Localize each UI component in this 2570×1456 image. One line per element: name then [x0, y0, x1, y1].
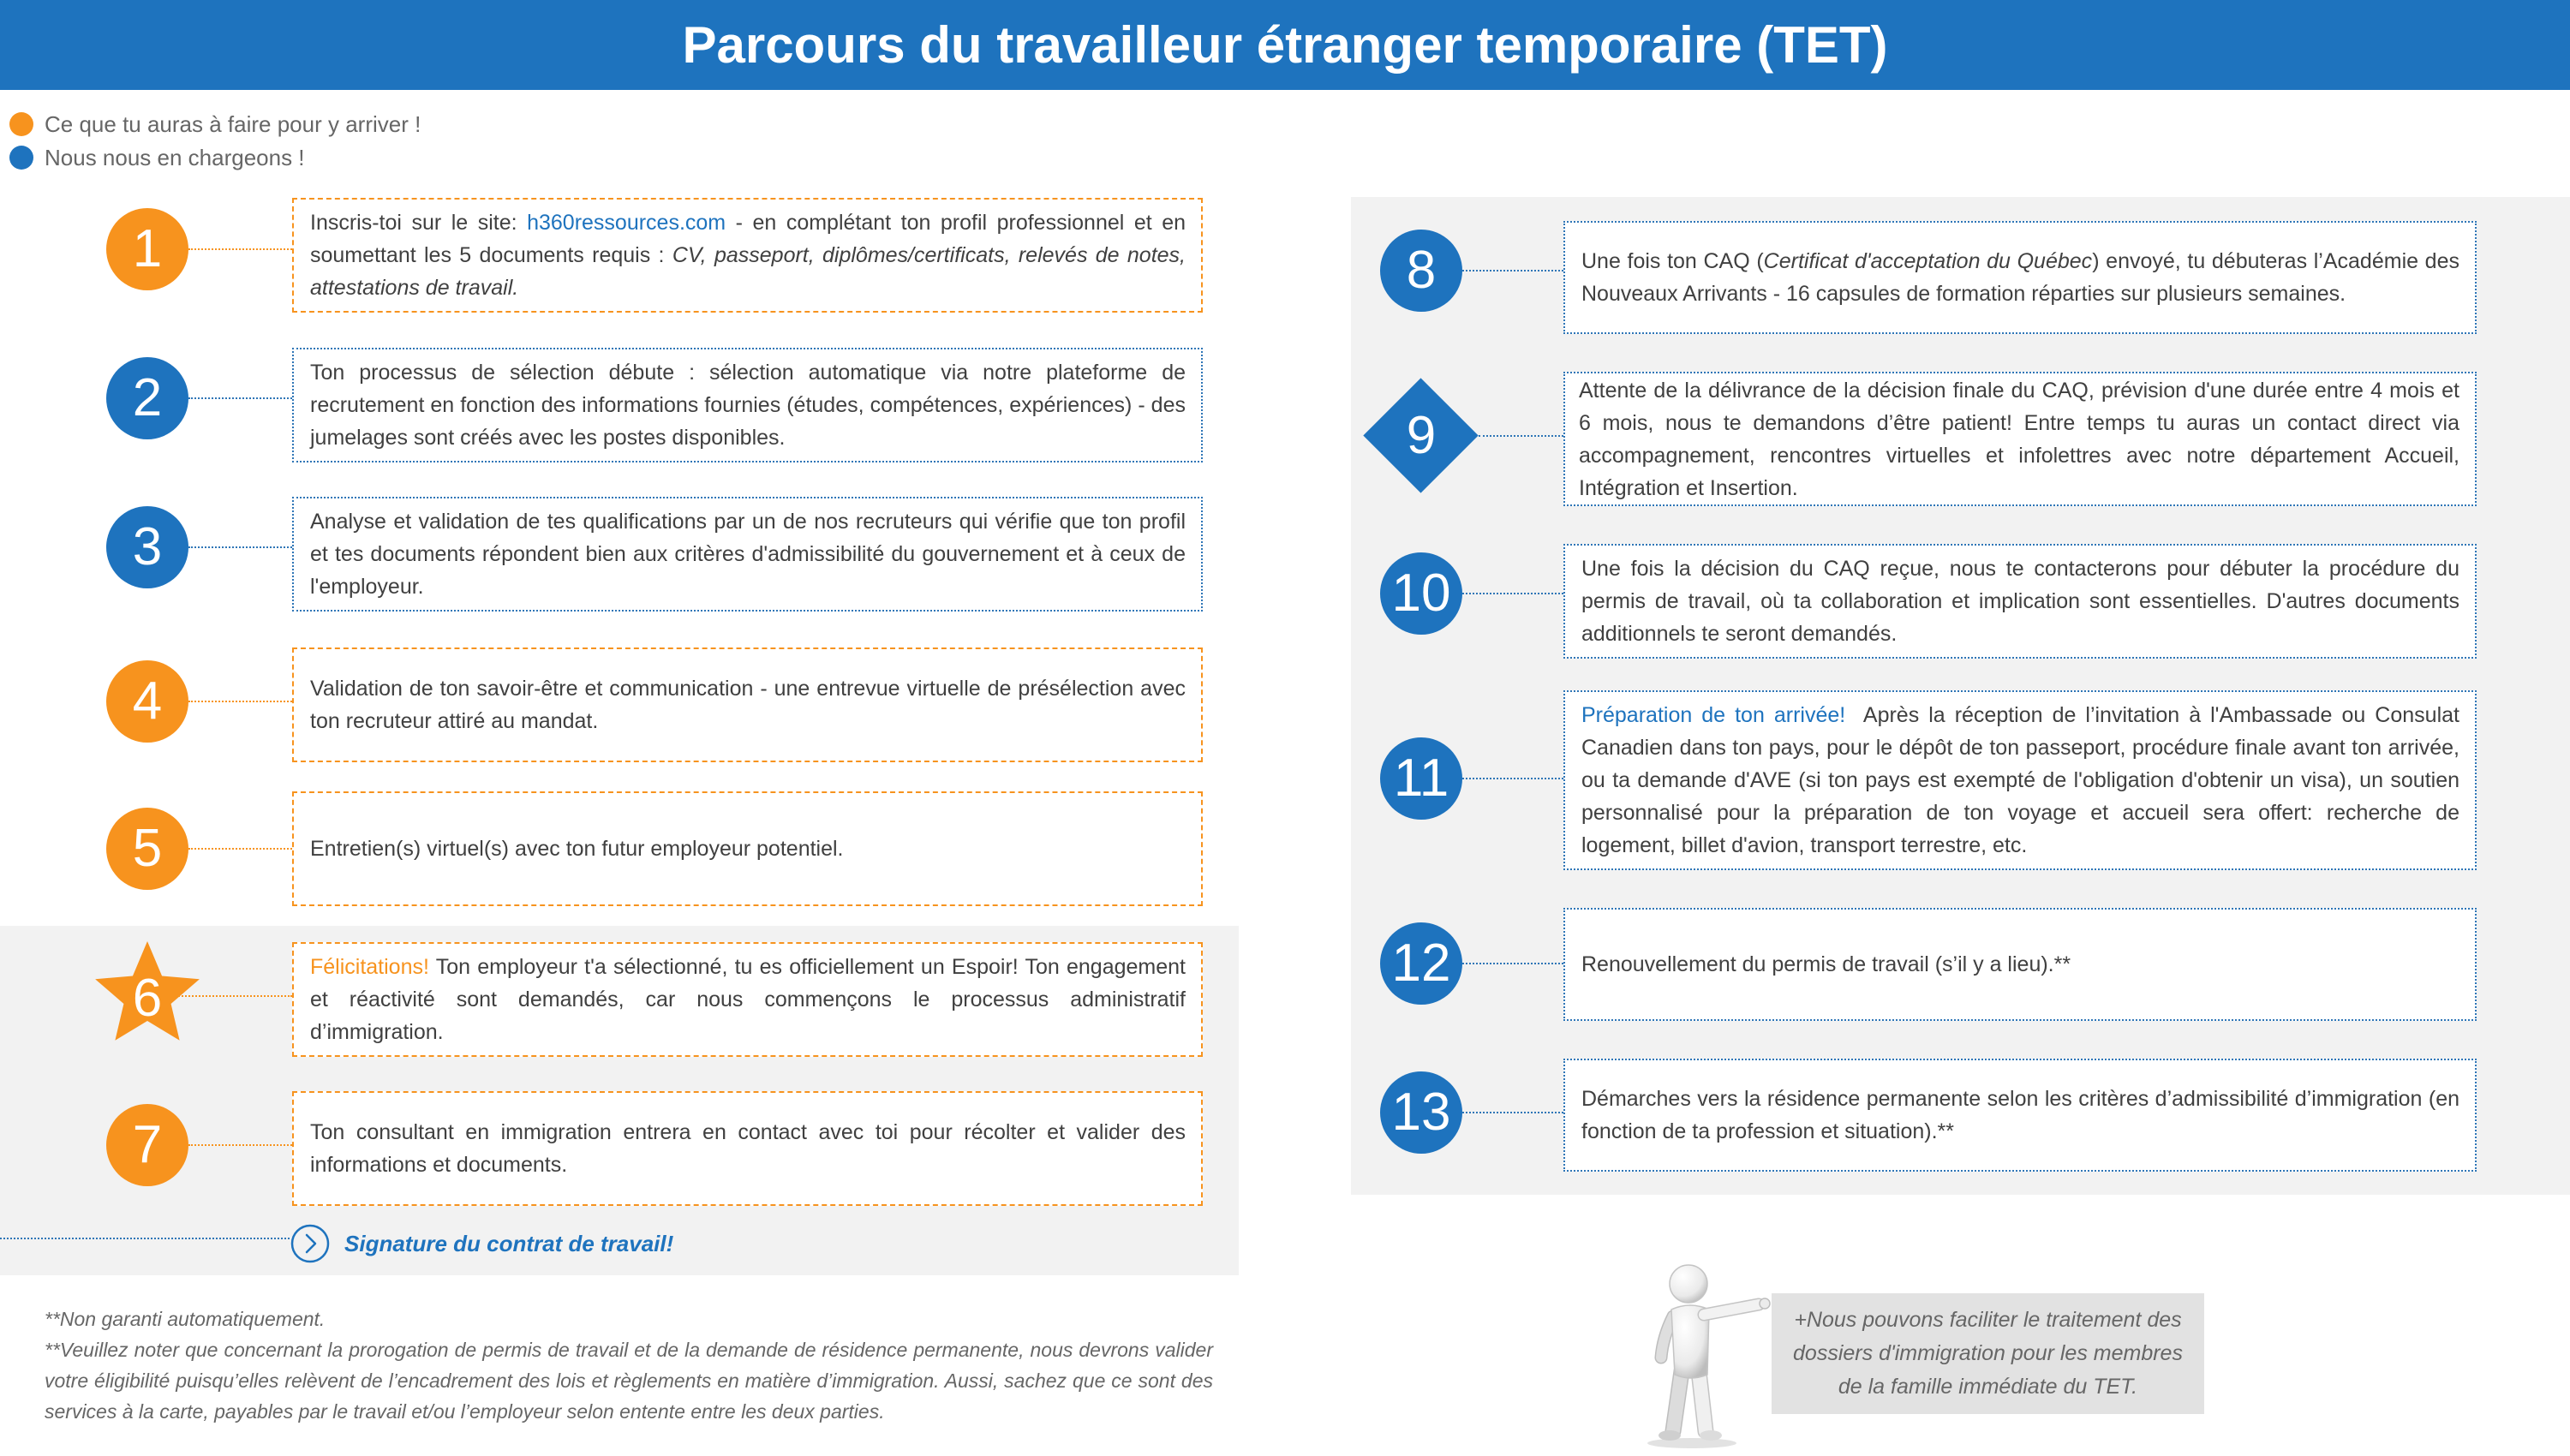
step-13-text	[1581, 1083, 2459, 1148]
step-6-card	[292, 942, 1203, 1057]
legend-dot-blue	[9, 146, 33, 170]
step-3-text	[310, 505, 1186, 603]
step-11-text-body: Après la réception de l’invitation à l'Ambassade ou Consulat Canadien dans ton pays, pour le dépôt de ton passeport, procédure finale avant ton arrivée, ou ta demande d'AVE (si ton pays est exempté de l'obligation d'obtenir un visa), un soutien personnalisé pour la préparation de ton voyage et accueil sera offert: recherche de logement, billet d'avion, transport terrestre, etc.	[1581, 703, 2465, 857]
footnote-guarantee: **Non garanti automatiquement.	[45, 1308, 326, 1330]
step-1-text	[310, 206, 1186, 304]
step-1-marker	[106, 208, 188, 290]
step-4-number: 4	[132, 671, 163, 731]
step-8-connector	[1462, 270, 1563, 272]
step-5-card	[292, 791, 1203, 906]
step-7-card	[292, 1091, 1203, 1206]
step-2-marker	[106, 357, 188, 439]
step-3-connector	[188, 546, 292, 548]
step-6-number: 6	[132, 969, 163, 1028]
step-4-connector	[188, 701, 292, 702]
step-4-marker	[106, 660, 188, 743]
website-link[interactable]: h360ressources.com	[527, 211, 726, 235]
step-2-number: 2	[132, 368, 163, 427]
step-11-highlight: Préparation de ton arrivée!	[1581, 703, 1846, 727]
step-11-text	[1581, 699, 2465, 862]
step-12-connector	[1462, 963, 1563, 964]
step-12-number: 12	[1391, 934, 1451, 993]
step-2-connector	[188, 397, 292, 399]
footnotes	[45, 1304, 1213, 1427]
step-5-connector	[188, 848, 292, 850]
step-2-card	[292, 348, 1203, 462]
step-8-marker	[1380, 230, 1462, 312]
milestone-label: Signature du contrat de travail!	[344, 1231, 674, 1256]
step-6-marker	[87, 939, 207, 1059]
step-9-card	[1563, 372, 2477, 506]
step-3-text-body: Analyse et validation de tes qualifications par un de nos recruteurs qui vérifie que ton profil et tes documents répondent bien aux critères d'admissibilité du gouvernement et à ceux de l'employeur.	[310, 510, 1186, 599]
step-1-text-body: - en complétant ton profil professionnel et en soumettant les 5 documents requis :	[310, 211, 1186, 267]
step-11-number: 11	[1393, 749, 1449, 808]
footnote-disclaimer: **Veuillez noter que concernant la prorogation de permis de travail et de la demande de résidence permanente, nous devrons valider votre éligibilité puisqu’elles relèvent de l’encadrement des lois et règlements en matière d’immigration. Aussi, sachez que ce sont des services à la carte, payables par le travail et/ou l’employeur selon entente entre les deux parties.	[45, 1339, 1213, 1423]
family-note-text: +Nous pouvons faciliter le traitement des dossiers d'immigration pour les membres de la famille immédiate du TET.	[1793, 1308, 2183, 1399]
step-10-marker	[1380, 552, 1462, 635]
step-8-text-intro: Une fois ton CAQ (	[1581, 249, 1764, 273]
step-8-number: 8	[1406, 241, 1437, 300]
step-9-connector	[1479, 435, 1563, 437]
step-12-text	[1581, 948, 2459, 981]
step-8-card	[1563, 221, 2477, 334]
step-3-card	[292, 497, 1203, 612]
step-13-connector	[1462, 1112, 1563, 1113]
legend-label-candidate: Ce que tu auras à faire pour y arriver !	[45, 111, 421, 137]
step-10-connector	[1462, 593, 1563, 594]
step-1-text-intro: Inscris-toi sur le site:	[310, 211, 528, 235]
step-8-caq-definition: Certificat d'acceptation du Québec	[1763, 249, 2093, 273]
step-1-documents-list: CV, passeport, diplômes/certificats, relevés de notes, attestations de travail.	[310, 243, 1186, 300]
step-11-connector	[1462, 778, 1563, 779]
step-2-text	[310, 356, 1186, 454]
step-10-text	[1581, 552, 2459, 650]
step-3-number: 3	[132, 517, 163, 576]
step-3-marker	[106, 506, 188, 588]
step-11-marker	[1380, 737, 1462, 820]
step-8-text-body: ) envoyé, tu débuteras l’Académie des Nouveaux Arrivants - 16 capsules de formation réparties sur plusieurs semaines.	[1581, 249, 2459, 306]
step-11-card	[1563, 690, 2477, 870]
milestone-connector	[0, 1238, 290, 1239]
step-7-text	[310, 1116, 1186, 1181]
step-9-marker	[1380, 395, 1462, 477]
legend-dot-orange	[9, 112, 33, 136]
step-13-card	[1563, 1059, 2477, 1172]
step-6-highlight: Félicitations!	[310, 955, 429, 979]
step-1-connector	[188, 248, 292, 250]
step-7-marker	[106, 1104, 188, 1186]
pointing-person-icon	[1632, 1262, 1778, 1450]
step-6-text-body: Ton employeur t'a sélectionné, tu es officiellement un Espoir! Ton engagement et réactivité sont demandés, car nous commençons le processus administratif d’immigration.	[310, 955, 1186, 1044]
step-6-text	[310, 951, 1186, 1048]
header-bar	[0, 0, 2570, 90]
step-10-card	[1563, 544, 2477, 659]
step-2-text-body: Ton processus de sélection débute : sélection automatique via notre plateforme de recrutement en fonction des informations fournies (études, compétences, expériences) - des jumelages sont créés avec les postes disponibles.	[310, 361, 1186, 450]
step-1-number: 1	[132, 219, 163, 278]
step-12-card	[1563, 908, 2477, 1021]
step-10-text-body: Une fois la décision du CAQ reçue, nous te contacterons pour débuter la procédure du permis de travail, où ta collaboration et implication sont essentielles. D'autres documents additionnels te seront demandés.	[1581, 557, 2459, 646]
step-8-text	[1581, 245, 2459, 310]
step-13-marker	[1380, 1071, 1462, 1154]
step-12-marker	[1380, 922, 1462, 1005]
step-1-card	[292, 198, 1203, 313]
step-4-text-body: Validation de ton savoir-être et communication - une entrevue virtuelle de présélection avec ton recruteur attiré au mandat.	[310, 677, 1186, 733]
step-10-number: 10	[1391, 564, 1451, 623]
step-13-number: 13	[1391, 1083, 1451, 1142]
step-9-text	[1579, 374, 2459, 504]
chevron-right-icon	[290, 1224, 330, 1263]
step-13-text-body: Démarches vers la résidence permanente selon les critères d’admissibilité d’immigration (en fonction de ta profession et situation).**	[1581, 1087, 2459, 1143]
step-7-text-body: Ton consultant en immigration entrera en contact avec toi pour récolter et valider des informations et documents.	[310, 1120, 1186, 1177]
step-4-text	[310, 672, 1186, 737]
step-9-text-body: Attente de la délivrance de la décision finale du CAQ, prévision d'une durée entre 4 mois et 6 mois, nous te demandons d’être patient! Entre temps tu auras un contact direct via accompagnement, rencontres virtuelles et infolettres avec notre département Accueil, Intégration et Insertion.	[1579, 378, 2459, 500]
step-12-text-body: Renouvellement du permis de travail (s’il y a lieu).**	[1581, 952, 2071, 976]
step-9-number: 9	[1406, 406, 1437, 465]
step-4-card	[292, 647, 1203, 762]
step-5-text	[310, 832, 1186, 865]
step-5-number: 5	[132, 819, 163, 878]
page-title: Parcours du travailleur étranger temporaire (TET)	[682, 15, 1888, 74]
step-7-number: 7	[132, 1115, 163, 1174]
legend-label-agency: Nous nous en chargeons !	[45, 145, 305, 170]
family-note-box	[1772, 1293, 2204, 1414]
step-5-text-body: Entretien(s) virtuel(s) avec ton futur employeur potentiel.	[310, 837, 844, 861]
step-7-connector	[188, 1144, 292, 1146]
step-5-marker	[106, 808, 188, 890]
